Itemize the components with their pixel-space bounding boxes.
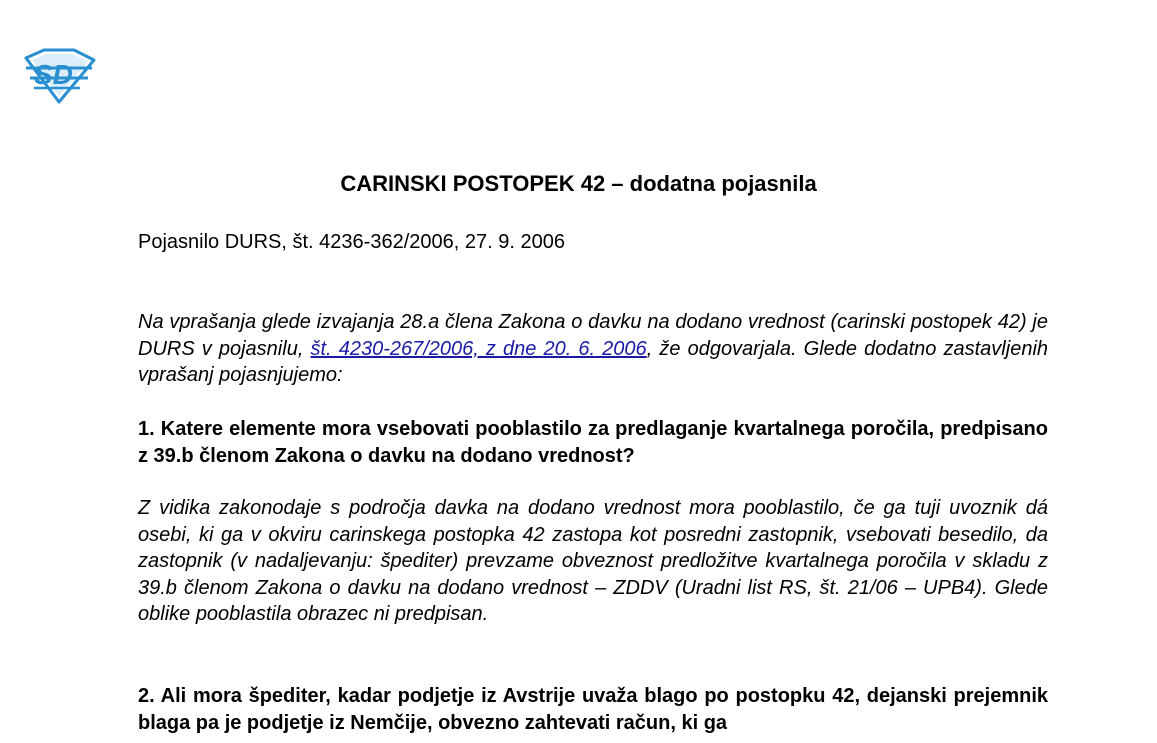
reference-link[interactable]: št. 4230-267/2006, z dne 20. 6. 2006 <box>310 337 647 360</box>
logo-monogram: SD <box>34 59 73 90</box>
question-2: 2. Ali mora špediter, kadar podjetje iz Avstrije uvaža blago po postopku 42, dejanski prejemnik blaga pa je podjetje iz Nemčije, obvezno zahtevati račun, ki ga <box>138 685 1048 734</box>
answer-1: Z vidika zakonodaje s področja davka na dodano vrednost mora pooblastilo, če ga tuji uvoznik dá osebi, ki ga v okviru carinskega postopka 42 zastopa kot posredni zastopnik, vsebovati besedilo, da zastopnik (v nadaljevanju: špediter) prevzame obveznost predložitve kvartalnega poročila v skladu z 39.b členom Zakona o davku na dodano vrednost – ZDDV (Uradni list RS, št. 21/06 – UPB4). Glede oblike pooblastila obrazec ni predpisan. <box>138 497 1048 626</box>
document-title: CARINSKI POSTOPEK 42 – dodatna pojasnila <box>340 171 817 196</box>
shield-logo-icon <box>22 48 96 104</box>
document-subtitle: Pojasnilo DURS, št. 4236-362/2006, 27. 9. 2006 <box>138 231 565 253</box>
intro-text-after: , že odgovarjala. Glede dodatno zastavljenih vprašanj pojasnjujemo: <box>138 337 1049 387</box>
intro-paragraph <box>138 309 1048 389</box>
intro-text-before: Na vprašanja glede izvajanja 28.a člena Zakona o davku na dodano vrednost (carinski postopek 42) je DURS v pojasnilu, <box>138 311 1048 360</box>
company-logo <box>22 48 96 104</box>
question-1: 1. Katere elemente mora vsebovati pooblastilo za predlaganje kvartalnega poročila, predpisano z 39.b členom Zakona o davku na dodano vrednost? <box>138 418 1048 467</box>
